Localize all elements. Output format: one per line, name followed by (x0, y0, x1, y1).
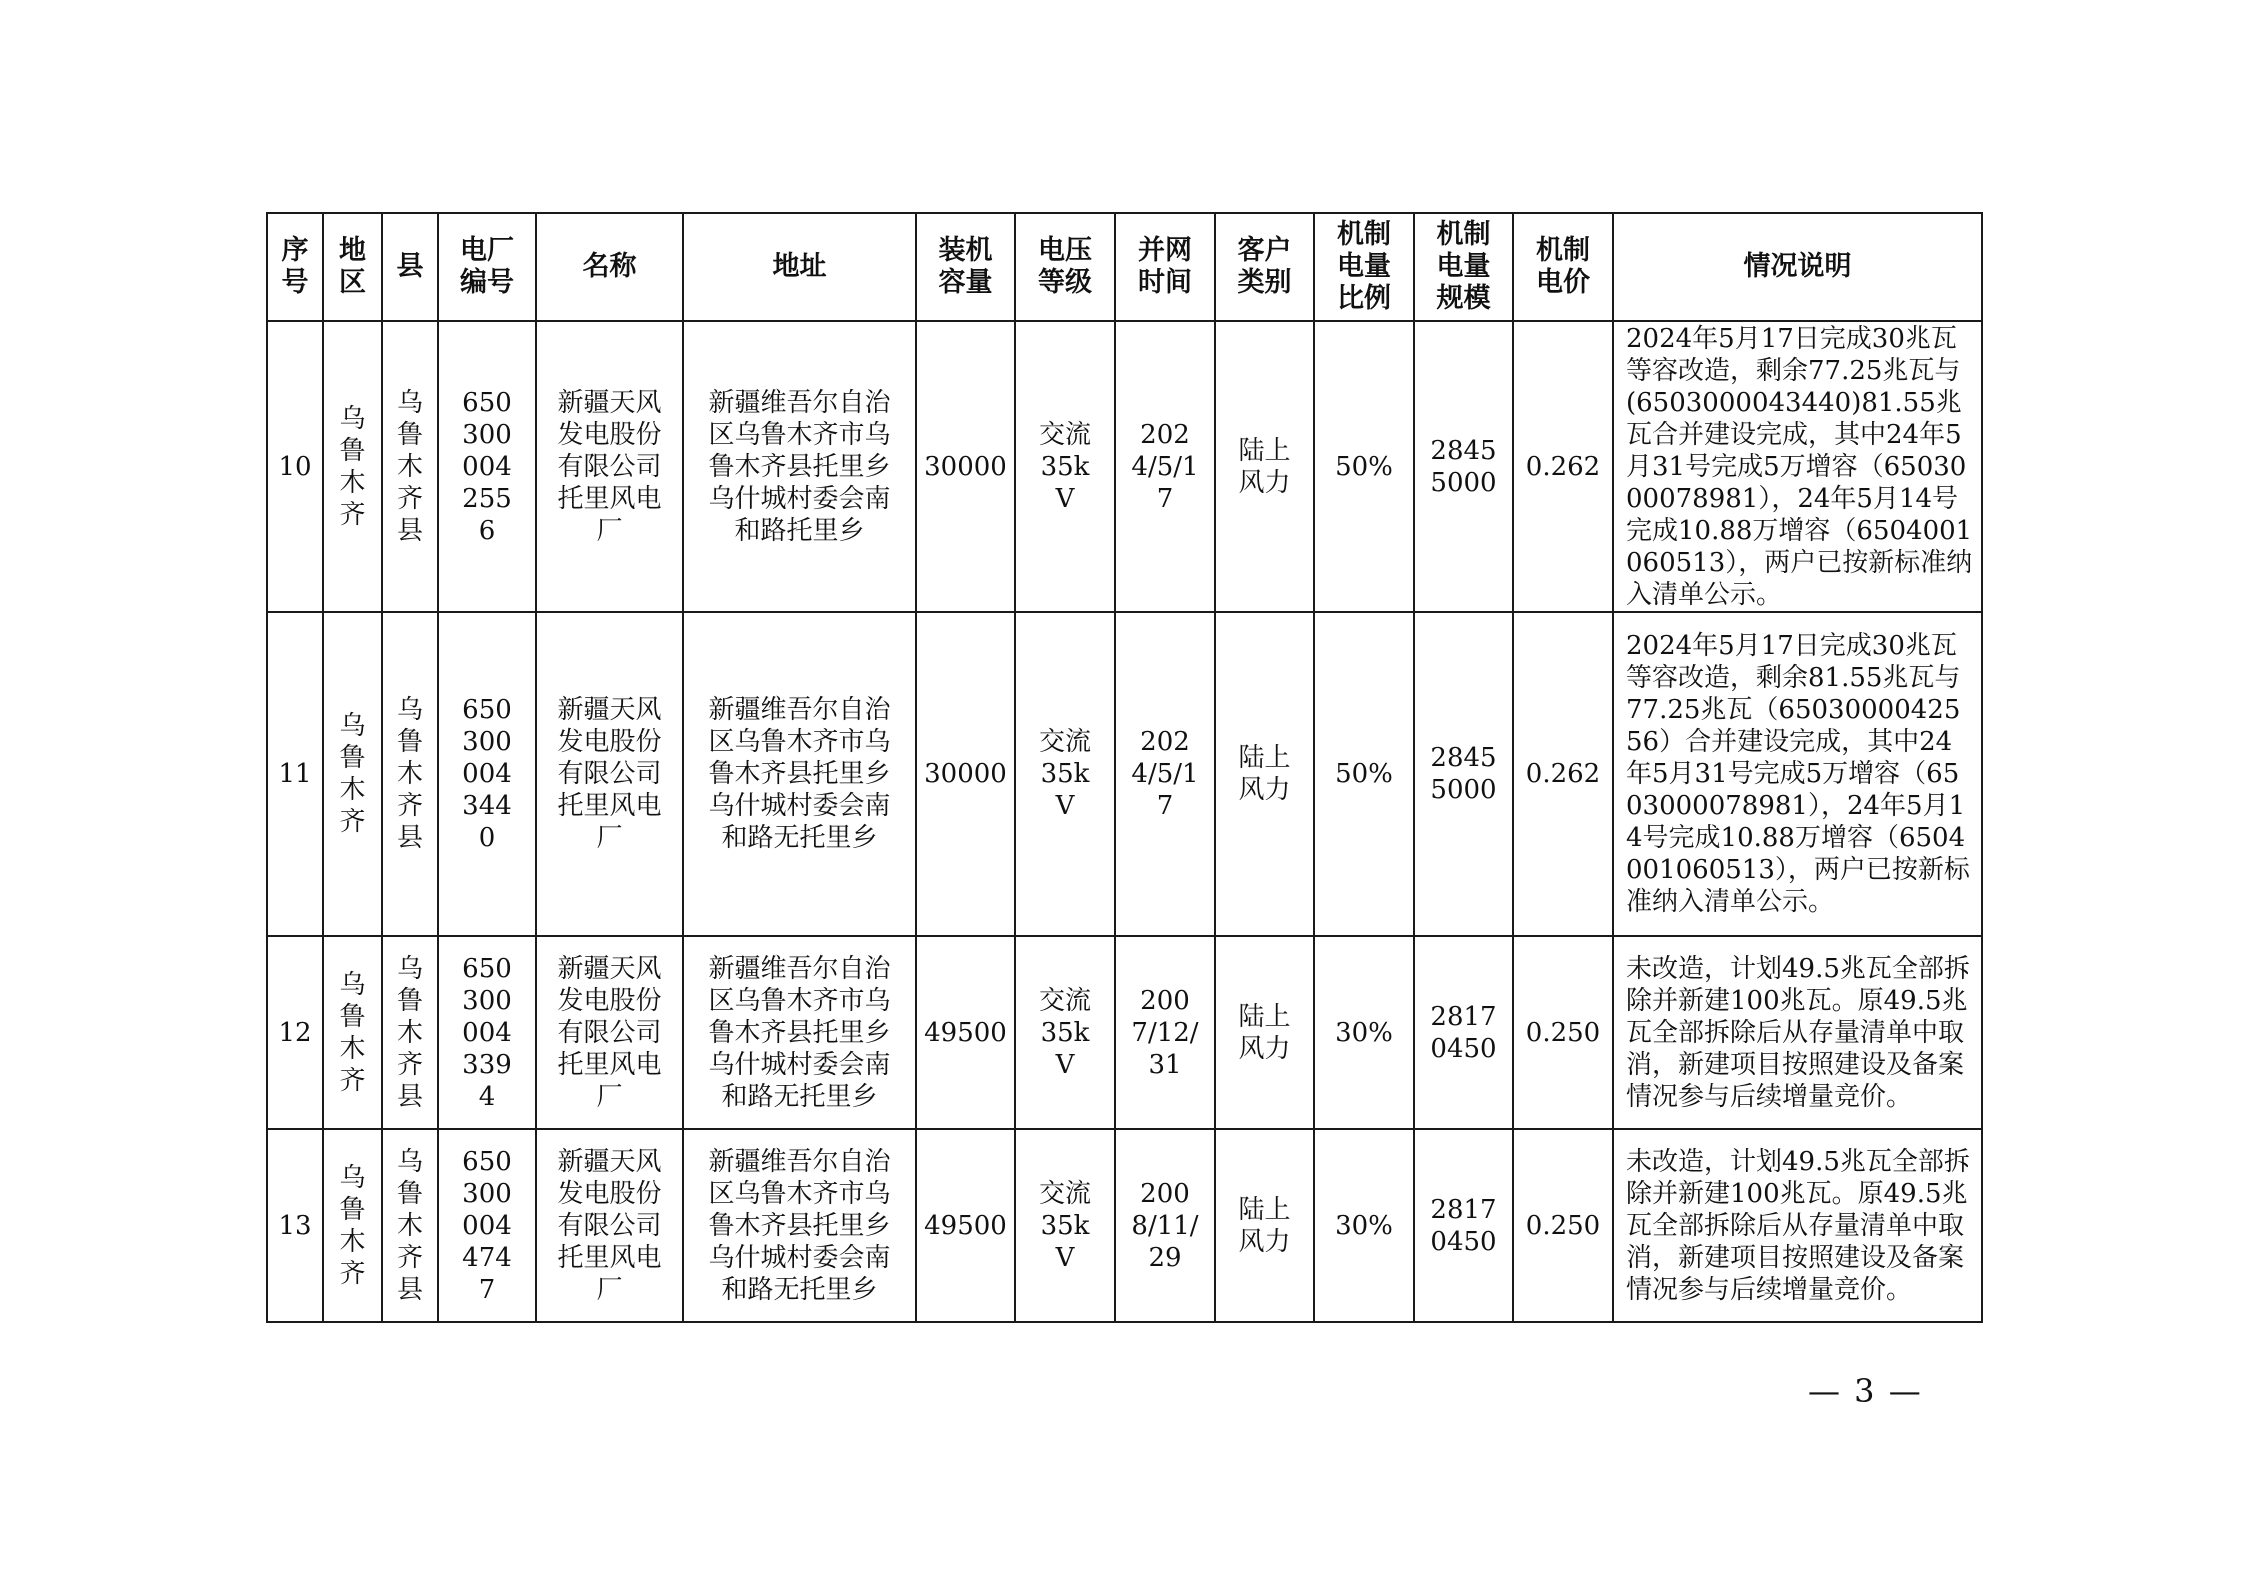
cell-address: 新疆维吾尔自治区乌鲁木齐市乌鲁木齐县托里乡乌什城村委会南和路托里乡 (683, 321, 916, 612)
table-row (267, 321, 1982, 612)
table-row (267, 1129, 1982, 1322)
cell-capacity: 30000 (916, 321, 1015, 612)
cell-customer-type: 陆上风力 (1215, 612, 1314, 936)
cell-capacity: 49500 (916, 1129, 1015, 1322)
cell-address: 新疆维吾尔自治区乌鲁木齐市乌鲁木齐县托里乡乌什城村委会南和路无托里乡 (683, 612, 916, 936)
cell-index: 10 (267, 321, 323, 612)
header-region: 地区 (323, 213, 382, 321)
cell-customer-type: 陆上风力 (1215, 936, 1314, 1129)
header-description: 情况说明 (1613, 213, 1982, 321)
cell-address: 新疆维吾尔自治区乌鲁木齐市乌鲁木齐县托里乡乌什城村委会南和路无托里乡 (683, 936, 916, 1129)
cell-mech-scale: 28170450 (1414, 936, 1513, 1129)
cell-voltage: 交流35kV (1015, 1129, 1115, 1322)
cell-county: 乌鲁木齐县 (382, 612, 438, 936)
cell-customer-type: 陆上风力 (1215, 321, 1314, 612)
cell-mech-scale: 28455000 (1414, 321, 1513, 612)
header-grid-date: 并网时间 (1115, 213, 1215, 321)
cell-region: 乌鲁木齐 (323, 321, 382, 612)
cell-county: 乌鲁木齐县 (382, 936, 438, 1129)
cell-county: 乌鲁木齐县 (382, 1129, 438, 1322)
cell-mech-price: 0.262 (1513, 321, 1613, 612)
cell-mech-ratio: 50% (1314, 612, 1414, 936)
cell-voltage: 交流35kV (1015, 321, 1115, 612)
cell-capacity: 30000 (916, 612, 1015, 936)
cell-grid-date: 2007/12/31 (1115, 936, 1215, 1129)
cell-name: 新疆天风发电股份有限公司托里风电厂 (536, 1129, 683, 1322)
header-customer-type: 客户类别 (1215, 213, 1314, 321)
cell-name: 新疆天风发电股份有限公司托里风电厂 (536, 936, 683, 1129)
cell-county: 乌鲁木齐县 (382, 321, 438, 612)
cell-grid-date: 2008/11/29 (1115, 1129, 1215, 1322)
cell-index: 11 (267, 612, 323, 936)
table-header-row (267, 213, 1982, 321)
cell-grid-date: 2024/5/17 (1115, 612, 1215, 936)
header-capacity: 装机容量 (916, 213, 1015, 321)
cell-mech-ratio: 50% (1314, 321, 1414, 612)
cell-plant-id: 6503000043440 (438, 612, 536, 936)
cell-mech-scale: 28455000 (1414, 612, 1513, 936)
cell-index: 13 (267, 1129, 323, 1322)
cell-plant-id: 6503000044747 (438, 1129, 536, 1322)
cell-name: 新疆天风发电股份有限公司托里风电厂 (536, 612, 683, 936)
cell-capacity: 49500 (916, 936, 1015, 1129)
cell-description: 2024年5月17日完成30兆瓦等容改造，剩余81.55兆瓦与77.25兆瓦（6503000042556）合并建设完成，其中24年5月31号完成5万增容（6503000078981），24年5月14号完成10.88万增容（6504001060513），两户已按新标准纳入清单公示。 (1613, 612, 1982, 936)
cell-mech-price: 0.250 (1513, 1129, 1613, 1322)
cell-description: 未改造，计划49.5兆瓦全部拆除并新建100兆瓦。原49.5兆瓦全部拆除后从存量清单中取消，新建项目按照建设及备案情况参与后续增量竞价。 (1613, 1129, 1982, 1322)
cell-description: 未改造，计划49.5兆瓦全部拆除并新建100兆瓦。原49.5兆瓦全部拆除后从存量清单中取消，新建项目按照建设及备案情况参与后续增量竞价。 (1613, 936, 1982, 1129)
header-plant-id: 电厂编号 (438, 213, 536, 321)
cell-voltage: 交流35kV (1015, 936, 1115, 1129)
cell-region: 乌鲁木齐 (323, 612, 382, 936)
cell-mech-scale: 28170450 (1414, 1129, 1513, 1322)
cell-mech-ratio: 30% (1314, 1129, 1414, 1322)
plant-list-table (266, 212, 1983, 1323)
cell-mech-price: 0.262 (1513, 612, 1613, 936)
page-number: — 3 — (1808, 1372, 1923, 1410)
cell-plant-id: 6503000043394 (438, 936, 536, 1129)
cell-address: 新疆维吾尔自治区乌鲁木齐市乌鲁木齐县托里乡乌什城村委会南和路无托里乡 (683, 1129, 916, 1322)
cell-region: 乌鲁木齐 (323, 1129, 382, 1322)
plant-list-table-wrapper (266, 212, 1983, 1323)
cell-description: 2024年5月17日完成30兆瓦等容改造，剩余77.25兆瓦与(6503000043440)81.55兆瓦合并建设完成，其中24年5月31号完成5万增容（6503000078981），24年5月14号完成10.88万增容（6504001060513），两户已按新标准纳入清单公示。 (1613, 321, 1982, 612)
cell-mech-ratio: 30% (1314, 936, 1414, 1129)
table-row (267, 936, 1982, 1129)
header-index: 序号 (267, 213, 323, 321)
cell-index: 12 (267, 936, 323, 1129)
header-mech-scale: 机制电量规模 (1414, 213, 1513, 321)
header-mech-ratio: 机制电量比例 (1314, 213, 1414, 321)
cell-customer-type: 陆上风力 (1215, 1129, 1314, 1322)
cell-mech-price: 0.250 (1513, 936, 1613, 1129)
cell-plant-id: 6503000042556 (438, 321, 536, 612)
header-name: 名称 (536, 213, 683, 321)
table-row (267, 612, 1982, 936)
header-mech-price: 机制电价 (1513, 213, 1613, 321)
cell-name: 新疆天风发电股份有限公司托里风电厂 (536, 321, 683, 612)
cell-region: 乌鲁木齐 (323, 936, 382, 1129)
header-county: 县 (382, 213, 438, 321)
cell-grid-date: 2024/5/17 (1115, 321, 1215, 612)
cell-voltage: 交流35kV (1015, 612, 1115, 936)
header-voltage: 电压等级 (1015, 213, 1115, 321)
header-address: 地址 (683, 213, 916, 321)
